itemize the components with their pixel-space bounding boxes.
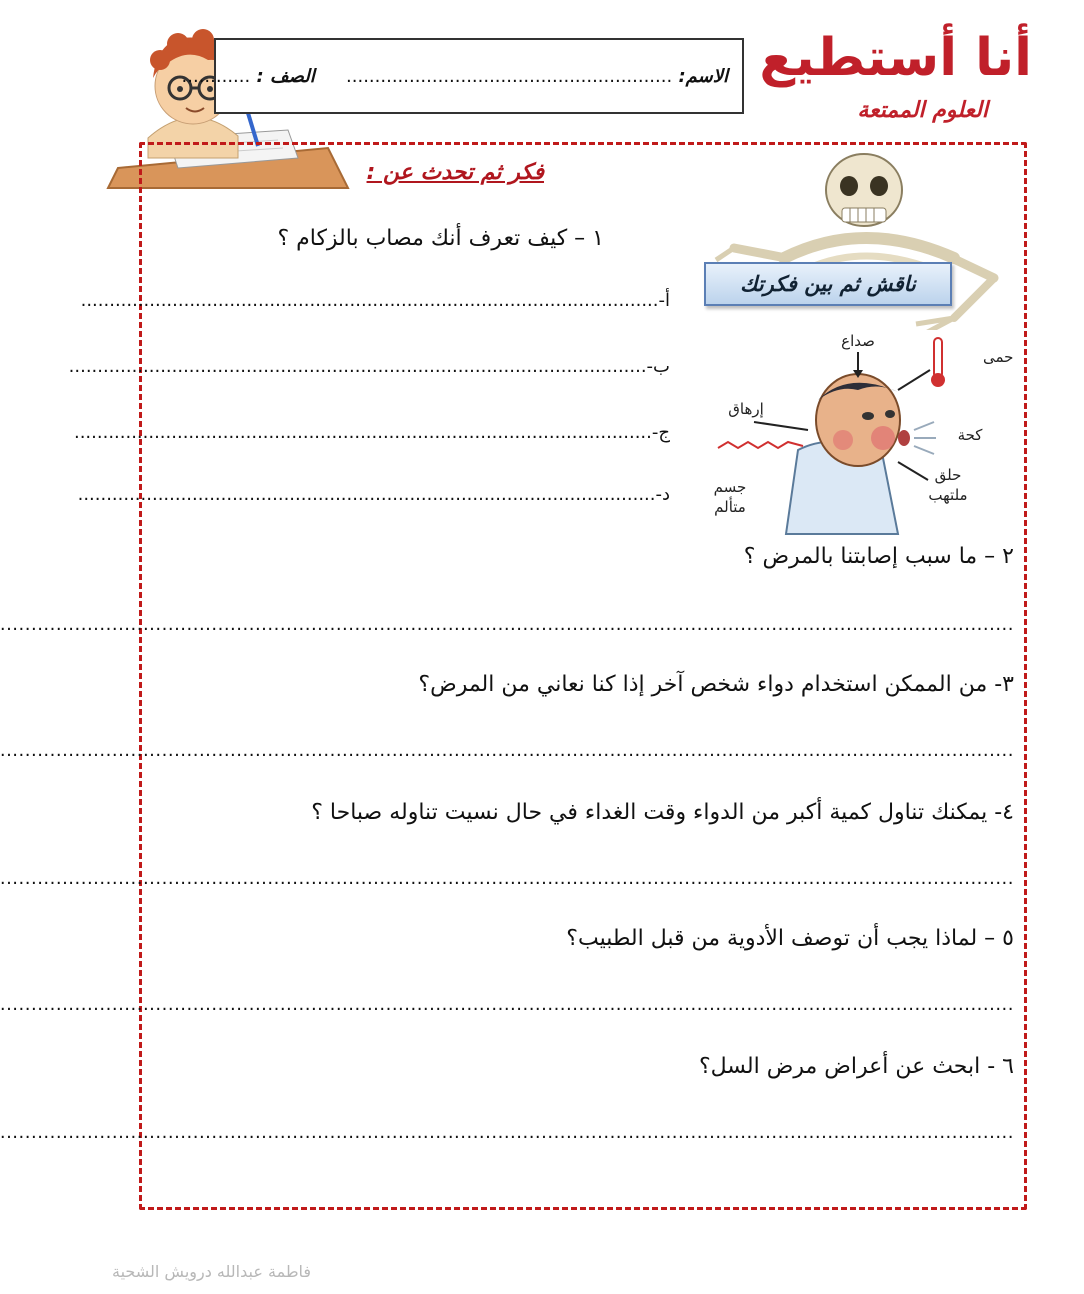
class-field[interactable]: ............ [181,66,251,87]
name-field[interactable]: ......................................................... [346,66,673,87]
brand-subtitle: العلوم الممتعة [857,98,988,123]
cold-symptoms-illustration [708,330,1014,534]
name-label: الاسم: [678,66,728,87]
answer-3[interactable]: ................................................................................................................................................................... [0,740,1014,761]
answer-5[interactable]: ................................................................................................................................................................... [0,994,1014,1015]
question-1: ١ – كيف تعرف أنك مصاب بالزكام ؟ [277,226,604,251]
question-6: ٦ - ابحث عن أعراض مرض السل؟ [698,1054,1014,1079]
question-5: ٥ – لماذا يجب أن توصف الأدوية من قبل الطبيب؟ [566,926,1014,951]
section-heading: فكر ثم تحدث عن : [366,160,544,185]
discuss-banner: ناقش ثم بين فكرتك [704,262,952,306]
answer-1c-label: ج- [651,422,670,443]
answer-1b[interactable] [68,356,670,377]
symptom-throat-2: ملتهب [928,486,968,504]
skeleton-illustration [694,148,1024,348]
symptom-body-2: متألم [714,498,746,516]
answer-1c-dots: ..................................................................................................... [73,422,652,443]
answer-2[interactable]: ................................................................................................................................................................... [0,614,1014,635]
symptom-body-1: جسم [713,478,747,496]
symptom-fever: حمى [983,348,1014,366]
answer-1b-dots: ..................................................................................................... [68,356,647,377]
student-info-box [181,38,744,114]
answer-1d-label: د- [655,484,670,505]
question-4: ٤- يمكنك تناول كمية أكبر من الدواء وقت الغداء في حال نسيت تناوله صباحا ؟ [311,800,1014,825]
answer-1d-dots: ..................................................................................................... [77,484,656,505]
symptom-cough: كحة [957,426,983,444]
answer-1b-label: ب- [646,356,670,377]
answer-4[interactable]: ................................................................................................................................................................... [0,868,1014,889]
answer-1a-label: أ- [658,290,670,311]
brand-title: أنا أستطيع [759,28,1032,88]
answer-1c[interactable] [73,422,670,443]
class-label: الصف : [256,66,315,87]
question-3: ٣- من الممكن استخدام دواء شخص آخر إذا كنا نعاني من المرض؟ [418,672,1014,697]
symptom-throat-1: حلق [934,466,962,484]
answer-1a-dots: ..................................................................................................... [80,290,659,311]
symptom-headache: صداع [841,332,875,350]
answer-6[interactable]: ................................................................................................................................................................... [0,1122,1014,1143]
answer-1a[interactable] [80,290,670,311]
question-2: ٢ – ما سبب إصابتنا بالمرض ؟ [743,544,1014,569]
author-credit: فاطمة عبدالله درويش الشحية [112,1262,312,1281]
symptom-fatigue: إرهاق [728,400,764,418]
answer-1d[interactable] [77,484,670,505]
